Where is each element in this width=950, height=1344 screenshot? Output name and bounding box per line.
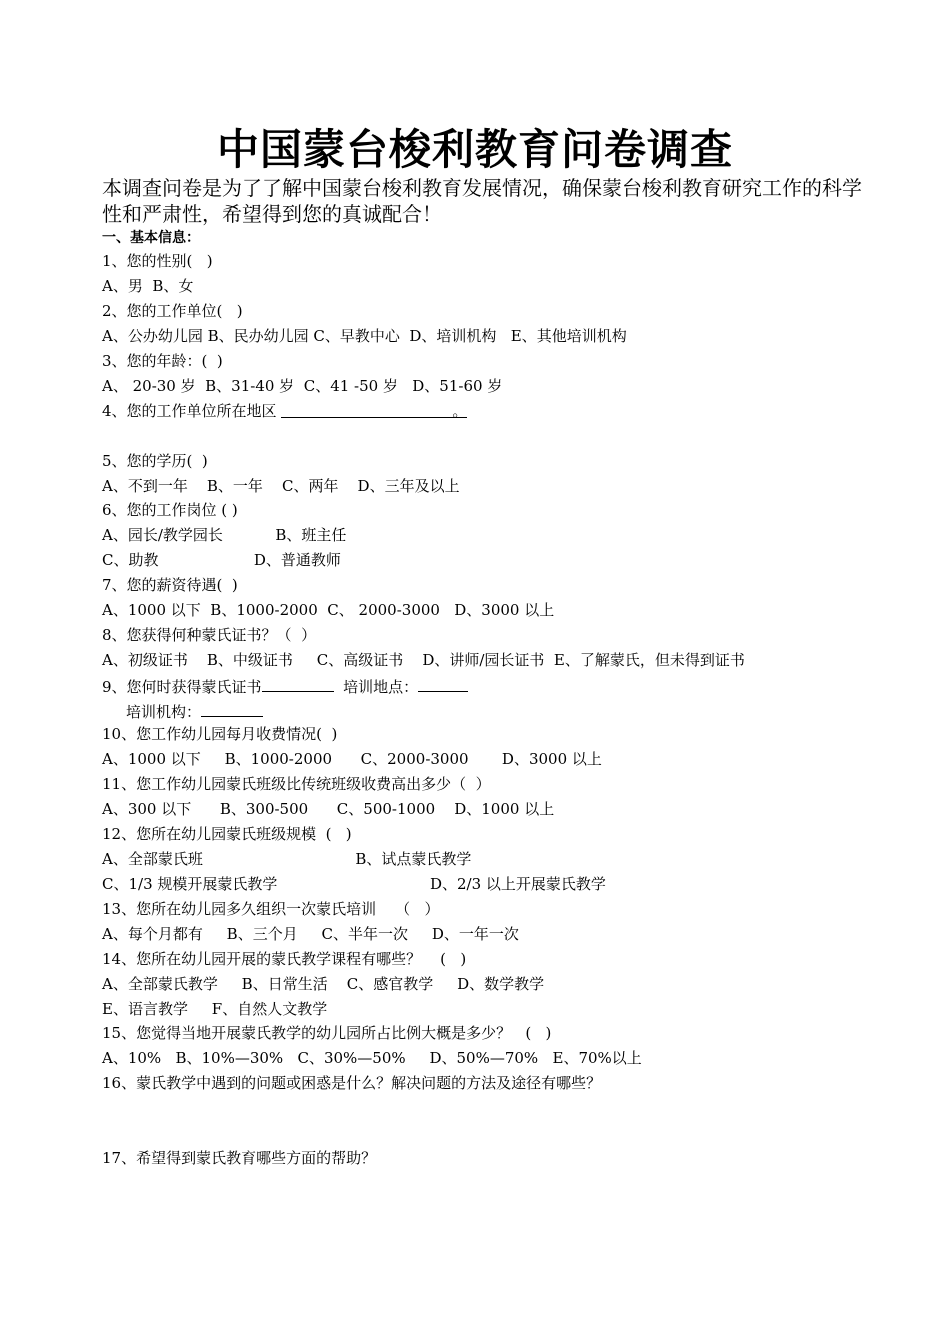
question-7: 7、您的薪资待遇( ) [102,576,238,594]
training-org-blank[interactable] [201,700,263,717]
options-14b: E、语言教学 F、自然人文教学 [102,1000,328,1018]
training-org-label: 培训机构： [126,703,202,721]
question-9-org [126,700,263,722]
question-14: 14、您所在幼儿园开展的蒙氏教学课程有哪些？ ( ) [102,950,467,968]
options-3: A、 20-30 岁 B、31-40 岁 C、41 -50 岁 D、51-60 岁 [102,377,503,395]
question-9-text: 9、您何时获得蒙氏证书 [102,678,262,696]
question-8: 8、您获得何种蒙氏证书？（ ） [102,626,317,644]
training-location-blank[interactable] [418,675,468,692]
options-7: A、1000 以下 B、1000-2000 C、 2000-3000 D、3000 以上 [102,601,555,619]
options-11: A、300 以下 B、300-500 C、500-1000 D、1000 以上 [102,800,555,818]
question-4 [102,401,467,421]
question-2: 2、您的工作单位( ) [102,302,243,320]
options-13: A、每个月都有 B、三个月 C、半年一次 D、一年一次 [102,925,519,943]
question-6: 6、您的工作岗位 ( ) [102,501,238,519]
options-6a: A、园长/教学园长 B、班主任 [102,526,347,544]
question-15: 15、您觉得当地开展蒙氏教学的幼儿园所占比例大概是多少？ ( ) [102,1024,552,1042]
cert-time-blank[interactable] [262,675,334,692]
question-9 [102,675,468,697]
options-6b: C、助教 D、普通教师 [102,551,341,569]
question-16: 16、蒙氏教学中遇到的问题或困惑是什么？解决问题的方法及途径有哪些？ [102,1074,602,1092]
question-3: 3、您的年龄：( ) [102,352,223,370]
section-heading-basic-info: 一、基本信息： [102,230,200,246]
options-10: A、1000 以下 B、1000-2000 C、2000-3000 D、3000 以上 [102,750,602,768]
question-5: 5、您的学历( ) [102,452,208,470]
question-4-end: 。 [452,402,468,420]
question-11: 11、您工作幼儿园蒙氏班级比传统班级收费高出多少（ ） [102,775,491,793]
page-title: 中国蒙台梭利教育问卷调查 [216,125,733,174]
question-12: 12、您所在幼儿园蒙氏班级规模 ( ) [102,825,352,843]
question-13: 13、您所在幼儿园多久组织一次蒙氏培训 （ ） [102,900,440,918]
options-12b: C、1/3 规模开展蒙氏教学 D、2/3 以上开展蒙氏教学 [102,875,606,893]
question-9-location-label: 培训地点： [333,678,419,696]
options-2: A、公办幼儿园 B、民办幼儿园 C、早教中心 D、培训机构 E、其他培训机构 [102,327,627,345]
options-5: A、不到一年 B、一年 C、两年 D、三年及以上 [102,477,460,495]
region-blank[interactable] [281,401,467,418]
question-17: 17、希望得到蒙氏教育哪些方面的帮助？ [102,1149,377,1167]
intro-paragraph: 本调查问卷是为了了解中国蒙台梭利教育发展情况，确保蒙台梭利教育研究工作的科学性和严肃性，希望得到您的真诚配合！ [102,176,862,226]
options-14a: A、全部蒙氏教学 B、日常生活 C、感官教学 D、数学教学 [102,975,545,993]
question-4-text: 4、您的工作单位所在地区 [102,402,282,420]
options-8: A、初级证书 B、中级证书 C、高级证书 D、讲师/园长证书 E、了解蒙氏，但未得到证书 [102,651,745,669]
question-10: 10、您工作幼儿园每月收费情况( ) [102,725,338,743]
options-15: A、10% B、10%—30% C、30%—50% D、50%—70% E、70%以上 [102,1049,642,1067]
question-1: 1、您的性别( ) [102,252,213,270]
options-1: A、男 B、女 [102,277,194,295]
options-12a: A、全部蒙氏班 B、试点蒙氏教学 [102,850,472,868]
